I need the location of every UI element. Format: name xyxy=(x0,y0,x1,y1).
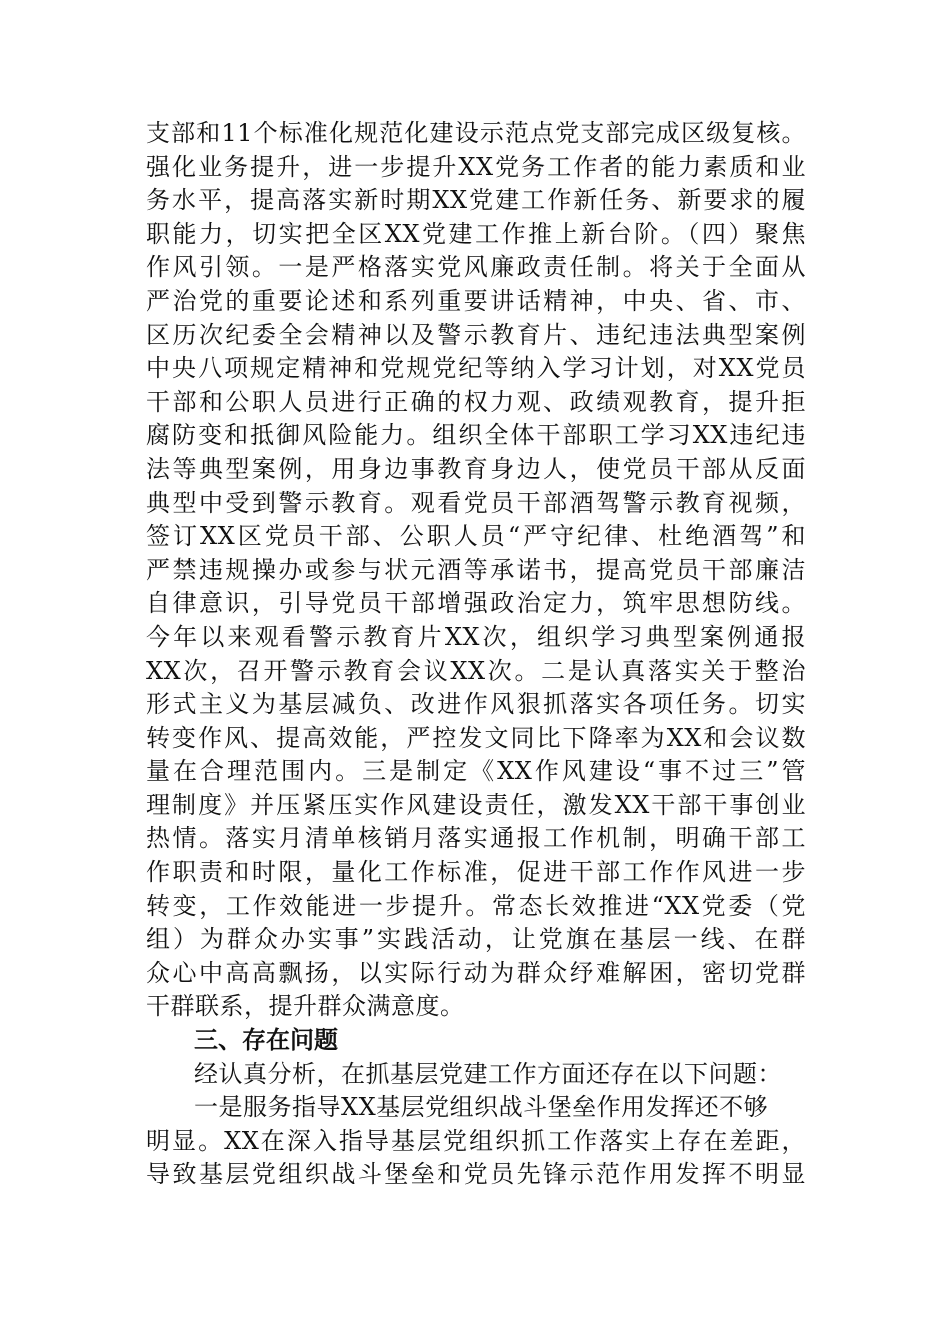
text-line: 支部和11个标准化规范化建设示范点党支部完成区级复核。 xyxy=(146,119,806,147)
text-line: 热情。落实月清单核销月落实通报工作机制，明确干部工 xyxy=(146,824,806,853)
text-line: 明显。XX在深入指导基层党组织抓工作落实上存在差距， xyxy=(146,1126,806,1155)
text-line: 典型中受到警示教育。观看党员干部酒驾警示教育视频， xyxy=(146,488,806,517)
text-line: 干群联系，提升群众满意度。 xyxy=(146,992,465,1021)
text-line: 理制度》并压紧压实作风建设责任，激发XX干部干事创业 xyxy=(146,790,806,819)
text-line: 众心中高高飘扬，以实际行动为群众纾难解困，密切党群 xyxy=(146,958,806,987)
text-line: 强化业务提升，进一步提升XX党务工作者的能力素质和业 xyxy=(146,152,806,181)
text-line: 经认真分析，在抓基层党建工作方面还存在以下问题： xyxy=(194,1059,782,1088)
document-page xyxy=(146,117,806,1192)
text-line: 严治党的重要论述和系列重要讲话精神，中央、省、市、 xyxy=(146,286,806,315)
text-line: 导致基层党组织战斗堡垒和党员先锋示范作用发挥不明显 xyxy=(146,1160,806,1189)
text-line: 一是服务指导XX基层党组织战斗堡垒作用发挥还不够 xyxy=(194,1093,769,1122)
body-paragraph xyxy=(146,1091,806,1192)
text-line: 作职责和时限，量化工作标准，促进干部工作作风进一步 xyxy=(146,858,806,887)
text-line: 组）为群众办实事”实践活动，让党旗在基层一线、在群 xyxy=(146,925,806,954)
body-paragraph xyxy=(146,117,806,1024)
text-line: 转变，工作效能进一步提升。常态长效推进“XX党委（党 xyxy=(146,891,806,920)
text-line: 严禁违规操办或参与状元酒等承诺书，提高党员干部廉洁 xyxy=(146,555,806,584)
body-paragraph xyxy=(146,1058,806,1092)
text-line: 自律意识，引导党员干部增强政治定力，筑牢思想防线。 xyxy=(146,589,806,618)
text-line: 形式主义为基层减负、改进作风狠抓落实各项任务。切实 xyxy=(146,690,806,719)
text-line: 今年以来观看警示教育片XX次，组织学习典型案例通报 xyxy=(146,622,806,651)
text-line: 腐防变和抵御风险能力。组织全体干部职工学习XX违纪违 xyxy=(146,421,806,450)
text-line: 区历次纪委全会精神以及警示教育片、违纪违法典型案例 xyxy=(146,320,806,349)
section-heading: 三、存在问题 xyxy=(194,1026,338,1055)
text-line: 签订XX区党员干部、公职人员“严守纪律、杜绝酒驾”和 xyxy=(146,522,806,551)
text-line: 法等典型案例，用身边事教育身边人，使党员干部从反面 xyxy=(146,454,806,483)
text-line: XX次，召开警示教育会议XX次。二是认真落实关于整治 xyxy=(146,656,806,685)
text-line: 作风引领。一是严格落实党风廉政责任制。将关于全面从 xyxy=(146,253,806,282)
text-line: 干部和公职人员进行正确的权力观、政绩观教育，提升拒 xyxy=(146,387,806,416)
text-line: 职能力，切实把全区XX党建工作推上新台阶。（四）聚焦 xyxy=(146,219,806,248)
text-line: 量在合理范围内。三是制定《XX作风建设“事不过三”管 xyxy=(146,757,806,786)
text-line: 中央八项规定精神和党规党纪等纳入学习计划，对XX党员 xyxy=(146,354,806,383)
text-line: 转变作风、提高效能，严控发文同比下降率为XX和会议数 xyxy=(146,723,806,752)
text-line: 务水平，提高落实新时期XX党建工作新任务、新要求的履 xyxy=(146,186,806,215)
